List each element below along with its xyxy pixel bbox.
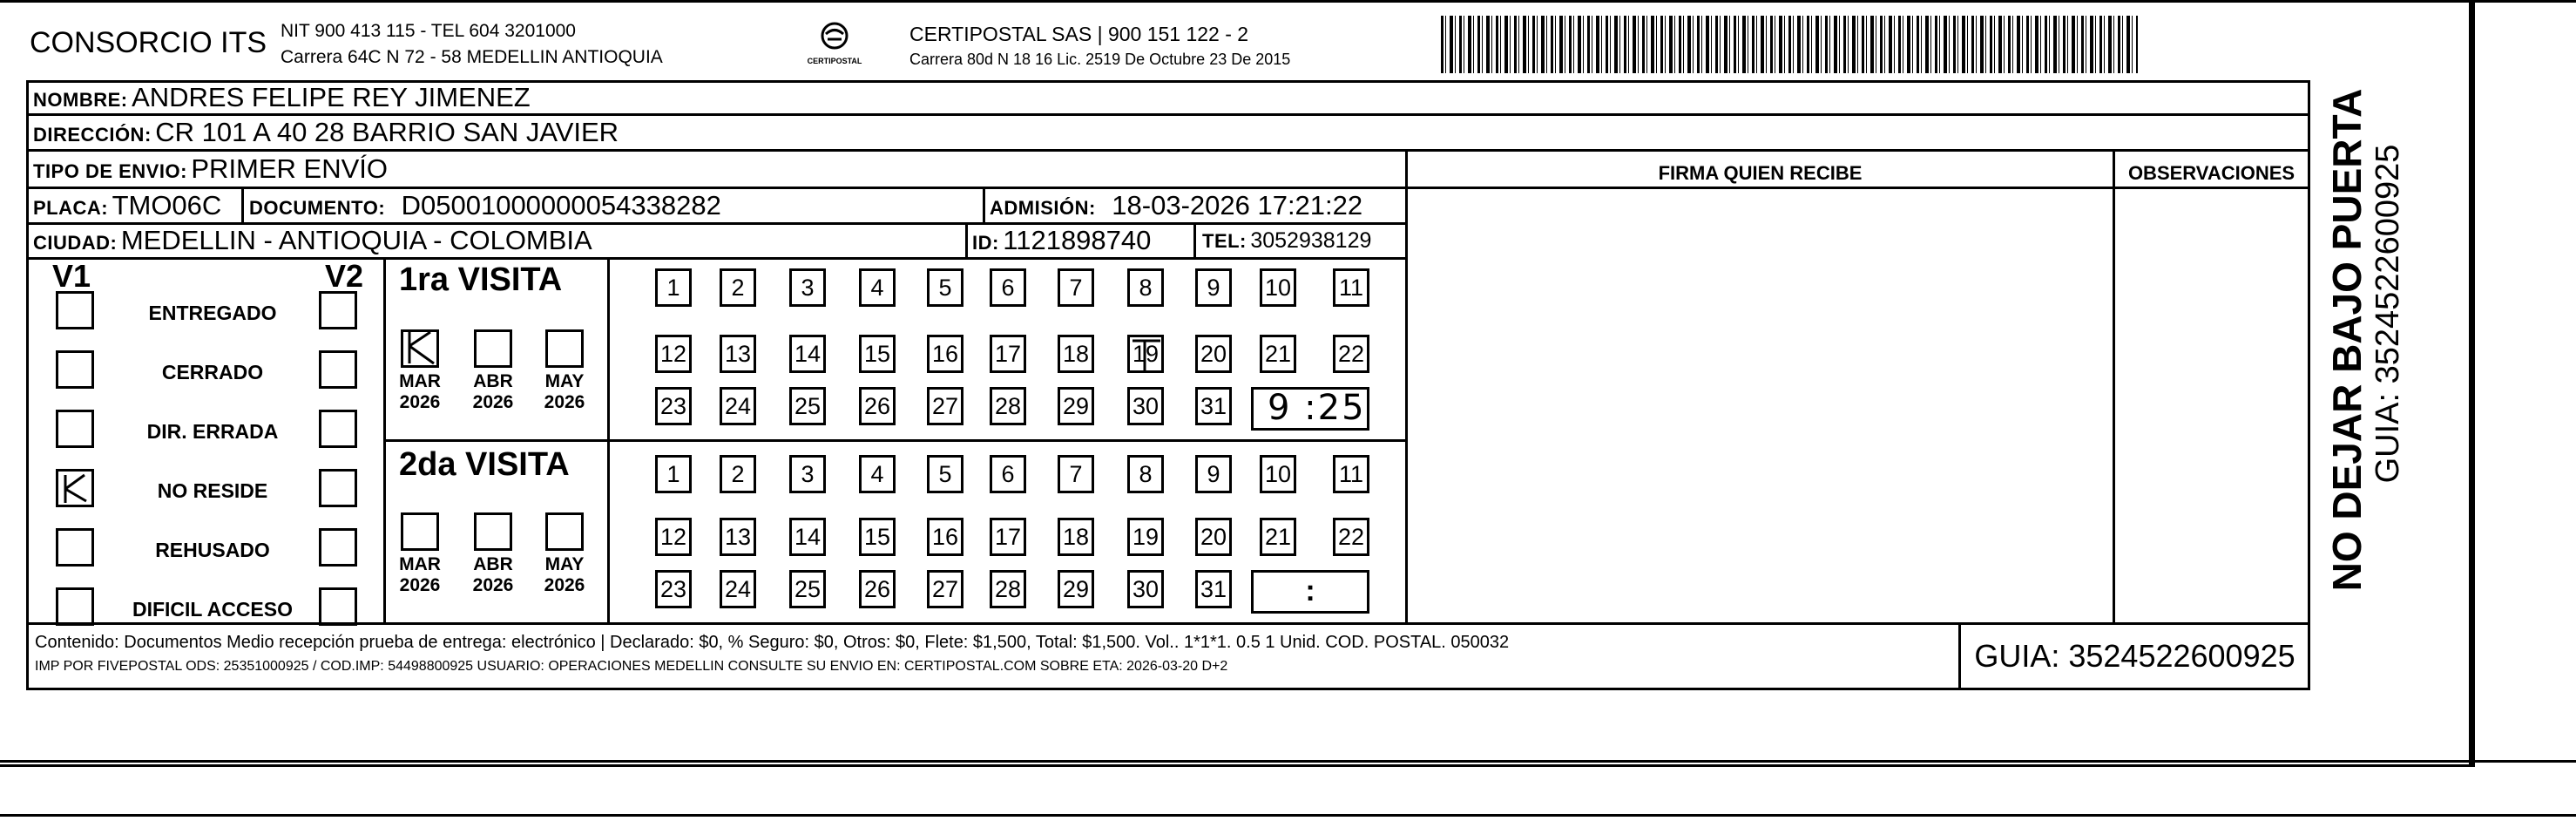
first-visit-day-30[interactable] — [1127, 387, 1164, 425]
second-visit-day-2[interactable] — [720, 455, 756, 493]
barcode — [1441, 16, 2138, 73]
day-number: 15 — [863, 341, 891, 367]
first-visit-month-label: MAY — [544, 371, 585, 391]
address-row — [33, 117, 619, 148]
bottom-box — [0, 760, 2576, 817]
admission-value: 18-03-2026 17:21:22 — [1112, 190, 1363, 221]
day-number: 26 — [863, 576, 891, 602]
name-label: NOMBRE: — [33, 89, 128, 111]
second-visit-day-16[interactable] — [927, 518, 963, 556]
footer-guia: GUIA: 3524522600925 — [1974, 638, 2295, 674]
day-number: 6 — [1001, 461, 1015, 487]
first-visit-day-19[interactable] — [1127, 335, 1164, 373]
city-cell — [33, 225, 592, 256]
tel-cell — [1202, 228, 1371, 254]
status-label-rehusado: REHUSADO — [155, 539, 270, 561]
second-visit-year-label: 2026 — [544, 575, 585, 595]
day-number: 5 — [938, 461, 952, 487]
admission-cell — [990, 190, 1362, 221]
day-number: 23 — [659, 393, 687, 419]
day-number: 27 — [931, 393, 959, 419]
day-number: 30 — [1132, 393, 1160, 419]
first-visit-day-10[interactable] — [1260, 268, 1296, 307]
day-number: 2 — [731, 275, 745, 301]
day-number: 17 — [994, 524, 1022, 550]
second-visit-day-30[interactable] — [1127, 570, 1164, 608]
day-number: 5 — [938, 275, 952, 301]
side-guia: GUIA: 3524522600925 — [2370, 144, 2406, 484]
second-visit-day-31[interactable] — [1195, 570, 1232, 608]
type-row — [33, 153, 388, 185]
plate-label: PLACA: — [33, 197, 109, 219]
v1-checkbox-dificil-acceso[interactable] — [56, 587, 94, 626]
signature-label: FIRMA QUIEN RECIBE — [1658, 162, 1863, 184]
day-number: 11 — [1338, 461, 1364, 487]
first-visit-month-label: MAR — [399, 371, 441, 391]
first-visit-day-31[interactable] — [1195, 387, 1232, 425]
first-visit-day-1[interactable] — [655, 268, 692, 307]
day-number: 12 — [659, 524, 687, 550]
observations-area[interactable] — [2115, 187, 2308, 622]
first-visit-day-28[interactable] — [990, 387, 1026, 425]
check-mark-icon — [401, 327, 439, 365]
imp-line: IMP POR FIVEPOSTAL ODS: 25351000925 / COD.IMP: 54498800925 USUARIO: OPERACIONES MEDELLIN CONSULTE SU ENVIO EN: CERTIPOSTAL.COM SOBRE ETA: 2026-03-20 D+2 — [35, 659, 1228, 674]
second-visit-day-26[interactable] — [859, 570, 896, 608]
second-visit-month-label: ABR — [473, 554, 513, 574]
first-visit-day-20[interactable] — [1195, 335, 1232, 373]
v2-checkbox-rehusado[interactable] — [319, 528, 357, 567]
first-visit-day-17[interactable] — [990, 335, 1026, 373]
day-number: 3 — [801, 461, 815, 487]
day-number: 14 — [794, 524, 821, 550]
day-number: 10 — [1264, 275, 1292, 301]
day-number: 18 — [1062, 341, 1090, 367]
company-nit: NIT 900 413 115 - TEL 604 3201000 — [281, 21, 576, 41]
plate-cell — [33, 190, 221, 221]
first-visit-day-5[interactable] — [927, 268, 963, 307]
day-number: 30 — [1132, 576, 1160, 602]
day-number: 13 — [724, 341, 752, 367]
status-label-cerrado: CERRADO — [161, 361, 264, 383]
city-value: MEDELLIN - ANTIOQUIA - COLOMBIA — [120, 225, 592, 255]
first-visit-day-7[interactable] — [1058, 268, 1094, 307]
content-line: Contenido: Documentos Medio recepción prueba de entrega: electrónico | Declarado: $0, % Seguro: $0, Otros: $0, Flete: $1,500, Total: $1,500. Vol.. 1*1*1. 0.5 1 Unid. COD. POSTAL. 050032 — [35, 633, 1510, 652]
second-visit-title: 2da VISITA — [399, 446, 570, 483]
day-number: 14 — [794, 341, 821, 367]
first-visit-month-label: ABR — [473, 371, 513, 391]
v1-checkbox-no-reside[interactable] — [56, 469, 94, 507]
day-number: 8 — [1139, 275, 1153, 301]
certipostal-logo — [800, 21, 869, 70]
first-visit-day-24[interactable] — [720, 387, 756, 425]
plate-value: TMO06C — [112, 190, 222, 221]
second-visit-day-24[interactable] — [720, 570, 756, 608]
day-number: 18 — [1062, 524, 1090, 550]
second-visit-day-19[interactable] — [1127, 518, 1164, 556]
day-number: 15 — [863, 524, 891, 550]
day-number: 20 — [1200, 524, 1227, 550]
day-number: 7 — [1069, 275, 1083, 301]
first-visit-day-13[interactable] — [720, 335, 756, 373]
v2-checkbox-cerrado[interactable] — [319, 350, 357, 389]
v1-checkbox-dir-errada[interactable] — [56, 410, 94, 448]
day-number: 31 — [1200, 576, 1227, 602]
day-number: 4 — [870, 275, 884, 301]
day-number: 10 — [1264, 461, 1292, 487]
day-number: 16 — [931, 341, 959, 367]
recipient-address: CR 101 A 40 28 BARRIO SAN JAVIER — [155, 117, 619, 147]
tel-label: TEL: — [1202, 230, 1247, 252]
day-number: 1 — [666, 461, 680, 487]
tel-value: 3052938129 — [1250, 228, 1372, 253]
day-number: 31 — [1200, 393, 1227, 419]
first-visit-day-6[interactable] — [990, 268, 1026, 307]
side-guia-wrap — [2370, 70, 2406, 558]
second-visit-day-13[interactable] — [720, 518, 756, 556]
day-number: 25 — [794, 576, 821, 602]
first-visit-day-15[interactable] — [859, 335, 896, 373]
first-visit-day-18[interactable] — [1058, 335, 1094, 373]
id-cell — [972, 225, 1151, 256]
day-number: 25 — [794, 393, 821, 419]
second-visit-day-27[interactable] — [927, 570, 963, 608]
status-label-no-reside: NO RESIDE — [157, 479, 268, 502]
day-number: 6 — [1001, 275, 1015, 301]
v2-heading: V2 — [325, 258, 364, 294]
second-visit-time-value: : — [1305, 574, 1315, 607]
carrier-address: Carrera 80d N 18 16 Lic. 2519 De Octubre 23 De 2015 — [909, 51, 1291, 68]
day-number: 1 — [666, 275, 680, 301]
second-visit-day-22[interactable] — [1333, 518, 1369, 556]
day-number: 29 — [1062, 576, 1090, 602]
second-visit-day-6[interactable] — [990, 455, 1026, 493]
right-rule — [2472, 0, 2475, 767]
second-visit-day-18[interactable] — [1058, 518, 1094, 556]
company-name: CONSORCIO ITS — [30, 26, 267, 59]
second-visit-month-label: MAY — [544, 554, 585, 574]
day-number: 3 — [801, 275, 815, 301]
day-number: 27 — [931, 576, 959, 602]
first-visit-day-16[interactable] — [927, 335, 963, 373]
day-number: 19 — [1132, 341, 1160, 367]
day-number: 17 — [994, 341, 1022, 367]
address-label: DIRECCIÓN: — [33, 124, 152, 146]
second-visit-day-4[interactable] — [859, 455, 896, 493]
first-visit-year-label: 2026 — [472, 392, 514, 412]
no-dejar-bajo-puerta: NO DEJAR BAJO PUERTA — [2324, 88, 2370, 592]
day-number: 11 — [1338, 275, 1364, 301]
day-number: 16 — [931, 524, 959, 550]
day-number: 23 — [659, 576, 687, 602]
first-visit-day-3[interactable] — [789, 268, 826, 307]
first-visit-day-25[interactable] — [789, 387, 826, 425]
day-mark-icon — [1127, 334, 1166, 374]
day-number: 19 — [1132, 524, 1160, 550]
day-number: 12 — [659, 341, 687, 367]
first-visit-day-29[interactable] — [1058, 387, 1094, 425]
v2-checkbox-entregado[interactable] — [319, 291, 357, 329]
second-visit-day-17[interactable] — [990, 518, 1026, 556]
document-cell — [249, 190, 721, 221]
first-visit-day-4[interactable] — [859, 268, 896, 307]
second-visit-time[interactable] — [1251, 570, 1369, 614]
logo-icon — [817, 21, 852, 52]
day-number: 8 — [1139, 461, 1153, 487]
first-visit-year-label: 2026 — [544, 392, 585, 412]
id-value: 1121898740 — [1003, 225, 1152, 255]
signature-area[interactable] — [1408, 187, 2113, 622]
first-visit-day-8[interactable] — [1127, 268, 1164, 307]
day-number: 21 — [1264, 524, 1292, 550]
first-visit-day-12[interactable] — [655, 335, 692, 373]
top-rule — [0, 0, 2576, 3]
v2-checkbox-dir-errada[interactable] — [319, 410, 357, 448]
observations-label: OBSERVACIONES — [2127, 162, 2295, 184]
v1-heading: V1 — [52, 258, 91, 294]
second-visit-day-20[interactable] — [1195, 518, 1232, 556]
second-visit-day-3[interactable] — [789, 455, 826, 493]
first-visit-month-may[interactable] — [545, 329, 584, 368]
day-number: 24 — [724, 576, 752, 602]
v2-checkbox-no-reside[interactable] — [319, 469, 357, 507]
side-warning — [2324, 61, 2370, 619]
second-visit-day-12[interactable] — [655, 518, 692, 556]
status-label-dificil-acceso: DIFICIL ACCESO — [132, 598, 293, 621]
first-visit-day-14[interactable] — [789, 335, 826, 373]
first-visit-year-label: 2026 — [399, 392, 441, 412]
day-number: 4 — [870, 461, 884, 487]
second-visit-day-7[interactable] — [1058, 455, 1094, 493]
second-visit-day-10[interactable] — [1260, 455, 1296, 493]
second-visit-day-8[interactable] — [1127, 455, 1164, 493]
name-row — [33, 82, 531, 113]
day-number: 9 — [1207, 275, 1220, 301]
day-number: 28 — [994, 393, 1022, 419]
second-visit-day-15[interactable] — [859, 518, 896, 556]
status-label-dir-errada: DIR. ERRADA — [146, 420, 279, 443]
second-visit-month-mar[interactable] — [401, 512, 439, 551]
second-visit-month-label: MAR — [399, 554, 441, 574]
document-label: DOCUMENTO: — [249, 197, 386, 219]
first-visit-month-mar[interactable] — [401, 329, 439, 368]
first-visit-title: 1ra VISITA — [399, 261, 563, 298]
document-value: D05001000000054338282 — [401, 190, 721, 221]
company-address: Carrera 64C N 72 - 58 MEDELLIN ANTIOQUIA — [281, 47, 663, 67]
first-visit-day-11[interactable] — [1333, 268, 1369, 307]
first-visit-day-22[interactable] — [1333, 335, 1369, 373]
second-visit-month-abr[interactable] — [474, 512, 512, 551]
day-number: 29 — [1062, 393, 1090, 419]
v1-checkbox-entregado[interactable] — [56, 291, 94, 329]
second-visit-month-may[interactable] — [545, 512, 584, 551]
second-visit-day-23[interactable] — [655, 570, 692, 608]
second-visit-day-1[interactable] — [655, 455, 692, 493]
day-number: 26 — [863, 393, 891, 419]
second-visit-year-label: 2026 — [399, 575, 441, 595]
first-visit-time-value: 9 :25 — [1268, 388, 1366, 428]
second-visit-day-11[interactable] — [1333, 455, 1369, 493]
admission-label: ADMISIÓN: — [990, 197, 1096, 219]
first-visit-time[interactable] — [1251, 387, 1369, 431]
day-number: 28 — [994, 576, 1022, 602]
day-number: 22 — [1337, 524, 1365, 550]
day-number: 22 — [1337, 341, 1365, 367]
v1-checkbox-rehusado[interactable] — [56, 528, 94, 567]
carrier-name: CERTIPOSTAL SAS | 900 151 122 - 2 — [909, 23, 1249, 45]
first-visit-day-21[interactable] — [1260, 335, 1296, 373]
day-number: 21 — [1264, 341, 1292, 367]
type-label: TIPO DE ENVIO: — [33, 160, 187, 182]
day-number: 2 — [731, 461, 745, 487]
day-number: 9 — [1207, 461, 1220, 487]
first-visit-day-27[interactable] — [927, 387, 963, 425]
v1-checkbox-cerrado[interactable] — [56, 350, 94, 389]
second-visit-day-25[interactable] — [789, 570, 826, 608]
second-visit-day-5[interactable] — [927, 455, 963, 493]
check-mark-icon — [58, 472, 91, 505]
second-visit-day-28[interactable] — [990, 570, 1026, 608]
v2-checkbox-dificil-acceso[interactable] — [319, 587, 357, 626]
second-visit-day-29[interactable] — [1058, 570, 1094, 608]
day-number: 24 — [724, 393, 752, 419]
second-visit-year-label: 2026 — [472, 575, 514, 595]
day-number: 13 — [724, 524, 752, 550]
status-label-entregado: ENTREGADO — [148, 302, 277, 324]
first-visit-month-abr[interactable] — [474, 329, 512, 368]
second-visit-day-9[interactable] — [1195, 455, 1232, 493]
day-number: 20 — [1200, 341, 1227, 367]
city-label: CIUDAD: — [33, 232, 118, 254]
logo-text: CERTIPOSTAL — [807, 57, 862, 65]
id-label: ID: — [972, 232, 999, 254]
first-visit-day-2[interactable] — [720, 268, 756, 307]
first-visit-day-23[interactable] — [655, 387, 692, 425]
first-visit-day-9[interactable] — [1195, 268, 1232, 307]
recipient-name: ANDRES FELIPE REY JIMENEZ — [132, 82, 531, 112]
shipment-type: PRIMER ENVÍO — [191, 153, 389, 184]
second-visit-day-21[interactable] — [1260, 518, 1296, 556]
day-number: 7 — [1069, 461, 1083, 487]
second-visit-day-14[interactable] — [789, 518, 826, 556]
first-visit-day-26[interactable] — [859, 387, 896, 425]
